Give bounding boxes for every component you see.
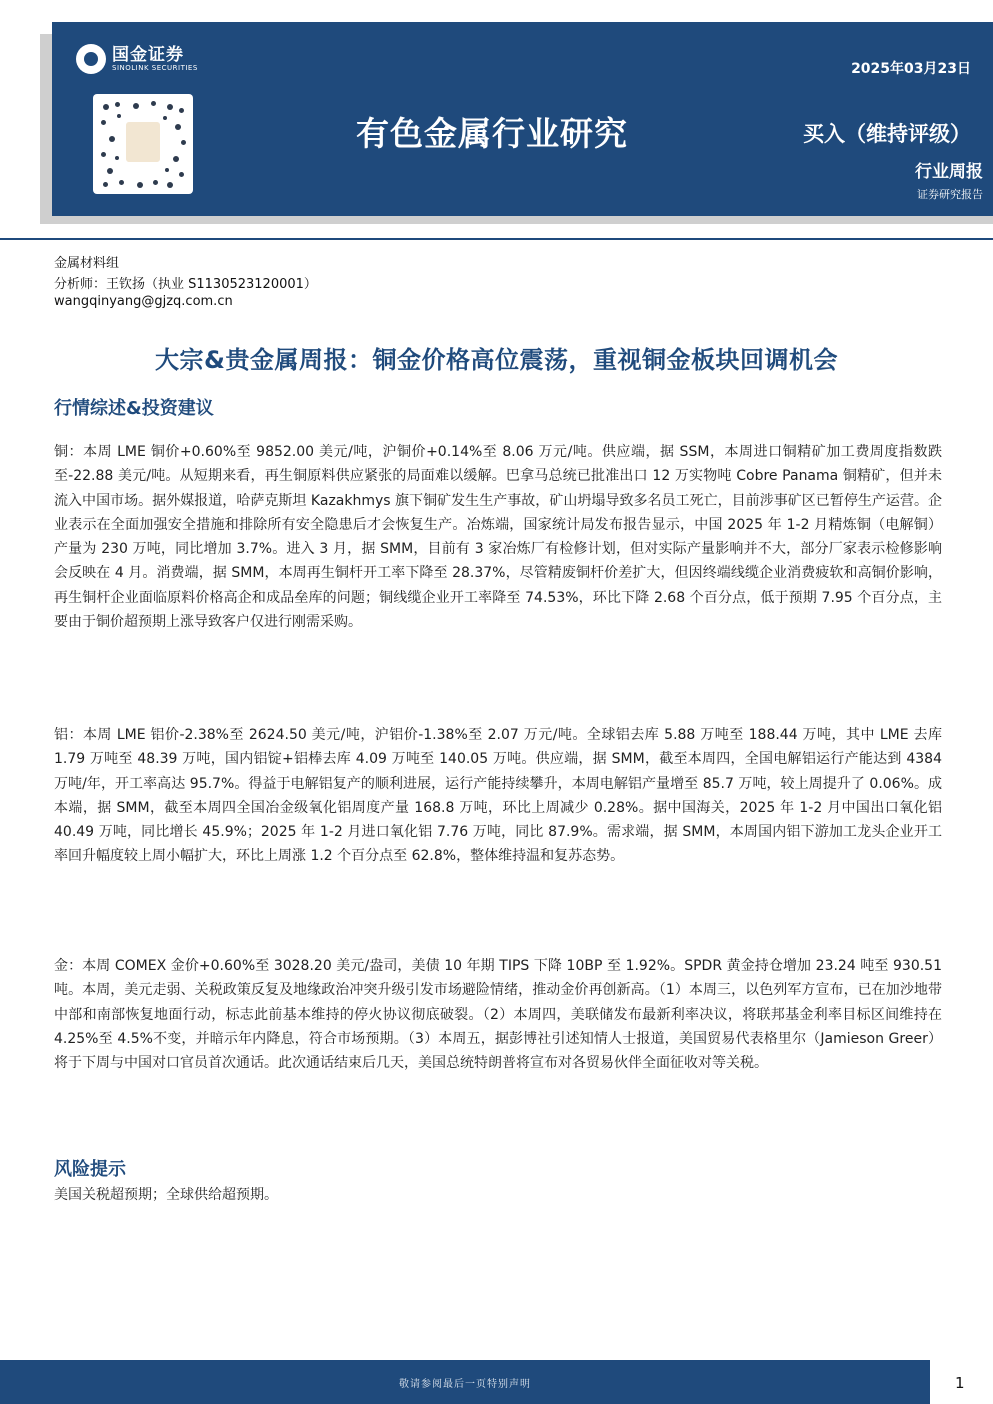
rating: 买入（维持评级）: [803, 122, 971, 146]
report-subtype: 证券研究报告: [917, 188, 983, 201]
author-group: 金属材料组: [54, 256, 120, 271]
logo-mark-icon: [76, 44, 106, 74]
paragraph-copper: 铜：本周 LME 铜价+0.60%至 9852.00 美元/吨，沪铜价+0.14%至 8.06 万元/吨。供应端，据 SSM，本周进口铜精矿加工费周度指数跌至-22.88 美元/吨。从短期来看，再生铜原料供应紧张的局面难以缓解。巴拿马总统已批准出口 12 万实物吨 Cobre Panama 铜精矿，但并未流入中国市场。据外媒报道，哈萨克斯坦 Kazakhmys 旗下铜矿发生生产事故，矿山坍塌导致多名员工死亡，目前涉事矿区已暂停生产运营。企业表示在全面加强安全措施和排除所有安全隐患后才会恢复生产。冶炼端，国家统计局发布报告显示，中国 2025 年 1-2 月精炼铜（电解铜）产量为 230 万吨，同比增加 3.7%。进入 3 月，据 SMM，目前有 3 家冶炼厂有检修计划，但对实际产量影响并不大，部分厂家表示检修影响会反映在 4 月。消费端，据 SMM，本周再生铜杆开工率下降至 28.37%，尽管精废铜杆价差扩大，但因终端线缆企业消费疲软和高铜价影响，再生铜杆企业面临原料价格高企和成品垒库的问题；铜线缆企业开工率降至 74.53%，环比下降 2.68 个百分点，低于预期 7.95 个百分点，主要由于铜价超预期上涨导致客户仅进行刚需采购。: [54, 444, 942, 631]
qr-code-icon: [93, 94, 193, 194]
report-title: 大宗&贵金属周报：铜金价格高位震荡，重视铜金板块回调机会: [155, 346, 838, 374]
report-date: 2025年03月23日: [851, 61, 971, 77]
header-divider: [0, 238, 993, 240]
analyst-email[interactable]: wangqinyang@gjzq.com.cn: [54, 294, 233, 309]
paragraph-gold: 金：本周 COMEX 金价+0.60%至 3028.20 美元/盎司，美债 10 年期 TIPS 下降 10BP 至 1.92%。SPDR 黄金持仓增加 23.24 吨至 930.51 吨。本周，美元走弱、关税政策反复及地缘政治冲突升级引发市场避险情绪，推动金价再创新高。（1）本周三，以色列军方宣布，已在加沙地带中部和南部恢复地面行动，标志此前基本维持的停火协议彻底破裂。（2）本周四，美联储发布最新利率决议，将联邦基金利率目标区间维持在 4.25%至 4.5%不变，并暗示年内降息，符合市场预期。（3）本周五，据彭博社引述知情人士报道，美国贸易代表格里尔（Jamieson Greer）将于下周与中国对口官员首次通话。此次通话结束后几天，美国总统特朗普将宣布对各贸易伙伴全面征收对等关税。: [54, 958, 942, 1072]
page-number: 1: [955, 1374, 965, 1392]
paragraph-aluminum: 铝：本周 LME 铝价-2.38%至 2624.50 美元/吨，沪铝价-1.38%至 2.07 万元/吨。全球铝去库 5.88 万吨至 188.44 万吨，其中 LME 去库 1.79 万吨至 48.39 万吨，国内铝锭+铝棒去库 4.09 万吨至 140.05 万吨。供应端，据 SMM，截至本周四，全国电解铝运行产能达到 4384 万吨/年，开工率高达 95.7%。得益于电解铝复产的顺利进展，运行产能持续攀升，本周电解铝产量增至 85.7 万吨，较上周提升了 0.06%。成本端，据 SMM，截至本周四全国冶金级氧化铝周度产量 168.8 万吨，环比上周减少 0.28%。据中国海关，2025 年 1-2 月中国出口氧化铝 40.49 万吨，同比增长 45.9%；2025 年 1-2 月进口氧化铝 7.76 万吨，同比 87.9%。需求端，据 SMM，本周国内铝下游加工龙头企业开工率回升幅度较上周小幅扩大，环比上周涨 1.2 个百分点至 62.8%，整体维持温和复苏态势。: [54, 727, 942, 865]
industry-title: 有色金属行业研究: [356, 114, 628, 153]
section-heading-risk: 风险提示: [54, 1159, 126, 1180]
risk-text: 美国关税超预期；全球供给超预期。: [54, 1187, 278, 1203]
qr-center-emblem: [126, 122, 160, 162]
logo-en: SINOLINK SECURITIES: [112, 63, 198, 72]
analyst-name: 分析师：王钦扬（执业 S1130523120001）: [54, 277, 317, 292]
logo-cn: 国金证券: [112, 44, 184, 65]
report-type: 行业周报: [915, 162, 983, 182]
footer-notice: 敬请参阅最后一页特别声明: [399, 1379, 531, 1390]
footer: [0, 1360, 993, 1404]
company-logo: [76, 44, 198, 74]
section-heading-summary: 行情综述&投资建议: [54, 398, 214, 419]
